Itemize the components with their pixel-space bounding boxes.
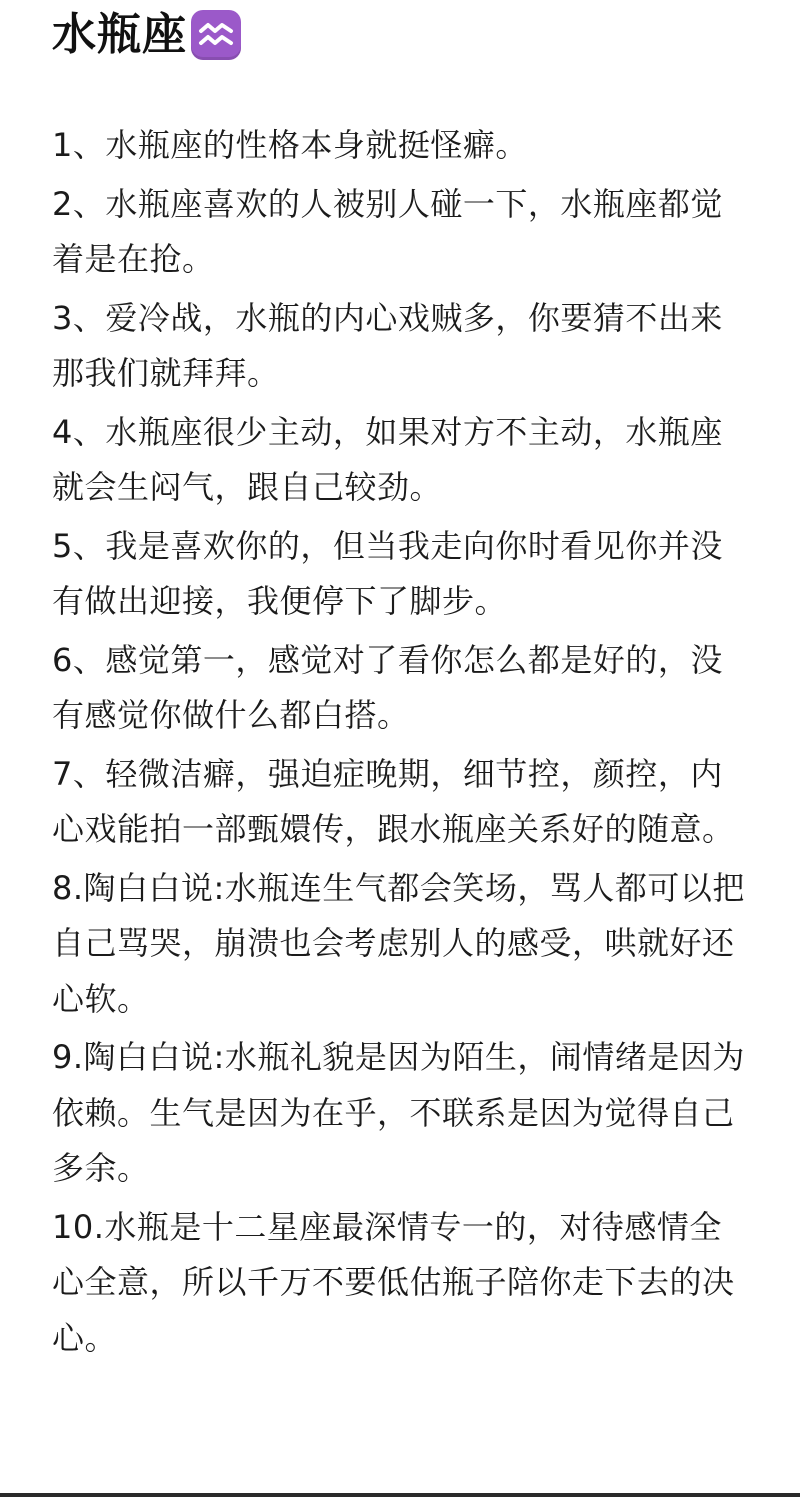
list-item-10: 10.水瓶是十二星座最深情专一的，对待感情全心全意，所以千万不要低估瓶子陪你走下去的决心。: [52, 1207, 735, 1357]
title-row: [52, 4, 241, 66]
list-item-1: 1、水瓶座的性格本身就挺怪癖。: [52, 126, 528, 164]
list-item-6: 6、感觉第一，感觉对了看你怎么都是好的，没有感觉你做什么都白搭。: [52, 640, 723, 734]
list-item-7: 7、轻微洁癖，强迫症晚期，细节控，颜控，内心戏能拍一部甄嬛传，跟水瓶座关系好的随意。: [52, 754, 735, 848]
list-item-2: 2、水瓶座喜欢的人被别人碰一下，水瓶座都觉着是在抢。: [52, 184, 723, 278]
list-item-4: 4、水瓶座很少主动，如果对方不主动，水瓶座就会生闷气，跟自己较劲。: [52, 412, 723, 506]
list-item-9: 9.陶白白说:水瓶礼貌是因为陌生，闹情绪是因为依赖。生气是因为在乎，不联系是因为觉得自己多余。: [52, 1038, 745, 1187]
aquarius-icon: [191, 10, 241, 60]
list-item-8: 8.陶白白说:水瓶连生气都会笑场，骂人都可以把自己骂哭，崩溃也会考虑别人的感受，哄就好还心软。: [52, 868, 745, 1018]
page-title: 水瓶座: [52, 9, 187, 60]
list-item-5: 5、我是喜欢你的，但当我走向你时看见你并没有做出迎接，我便停下了脚步。: [52, 526, 723, 620]
bottom-divider: [0, 1493, 800, 1497]
list-item-3: 3、爱冷战，水瓶的内心戏贼多，你要猜不出来那我们就拜拜。: [52, 298, 723, 392]
trait-list: [52, 118, 752, 1369]
